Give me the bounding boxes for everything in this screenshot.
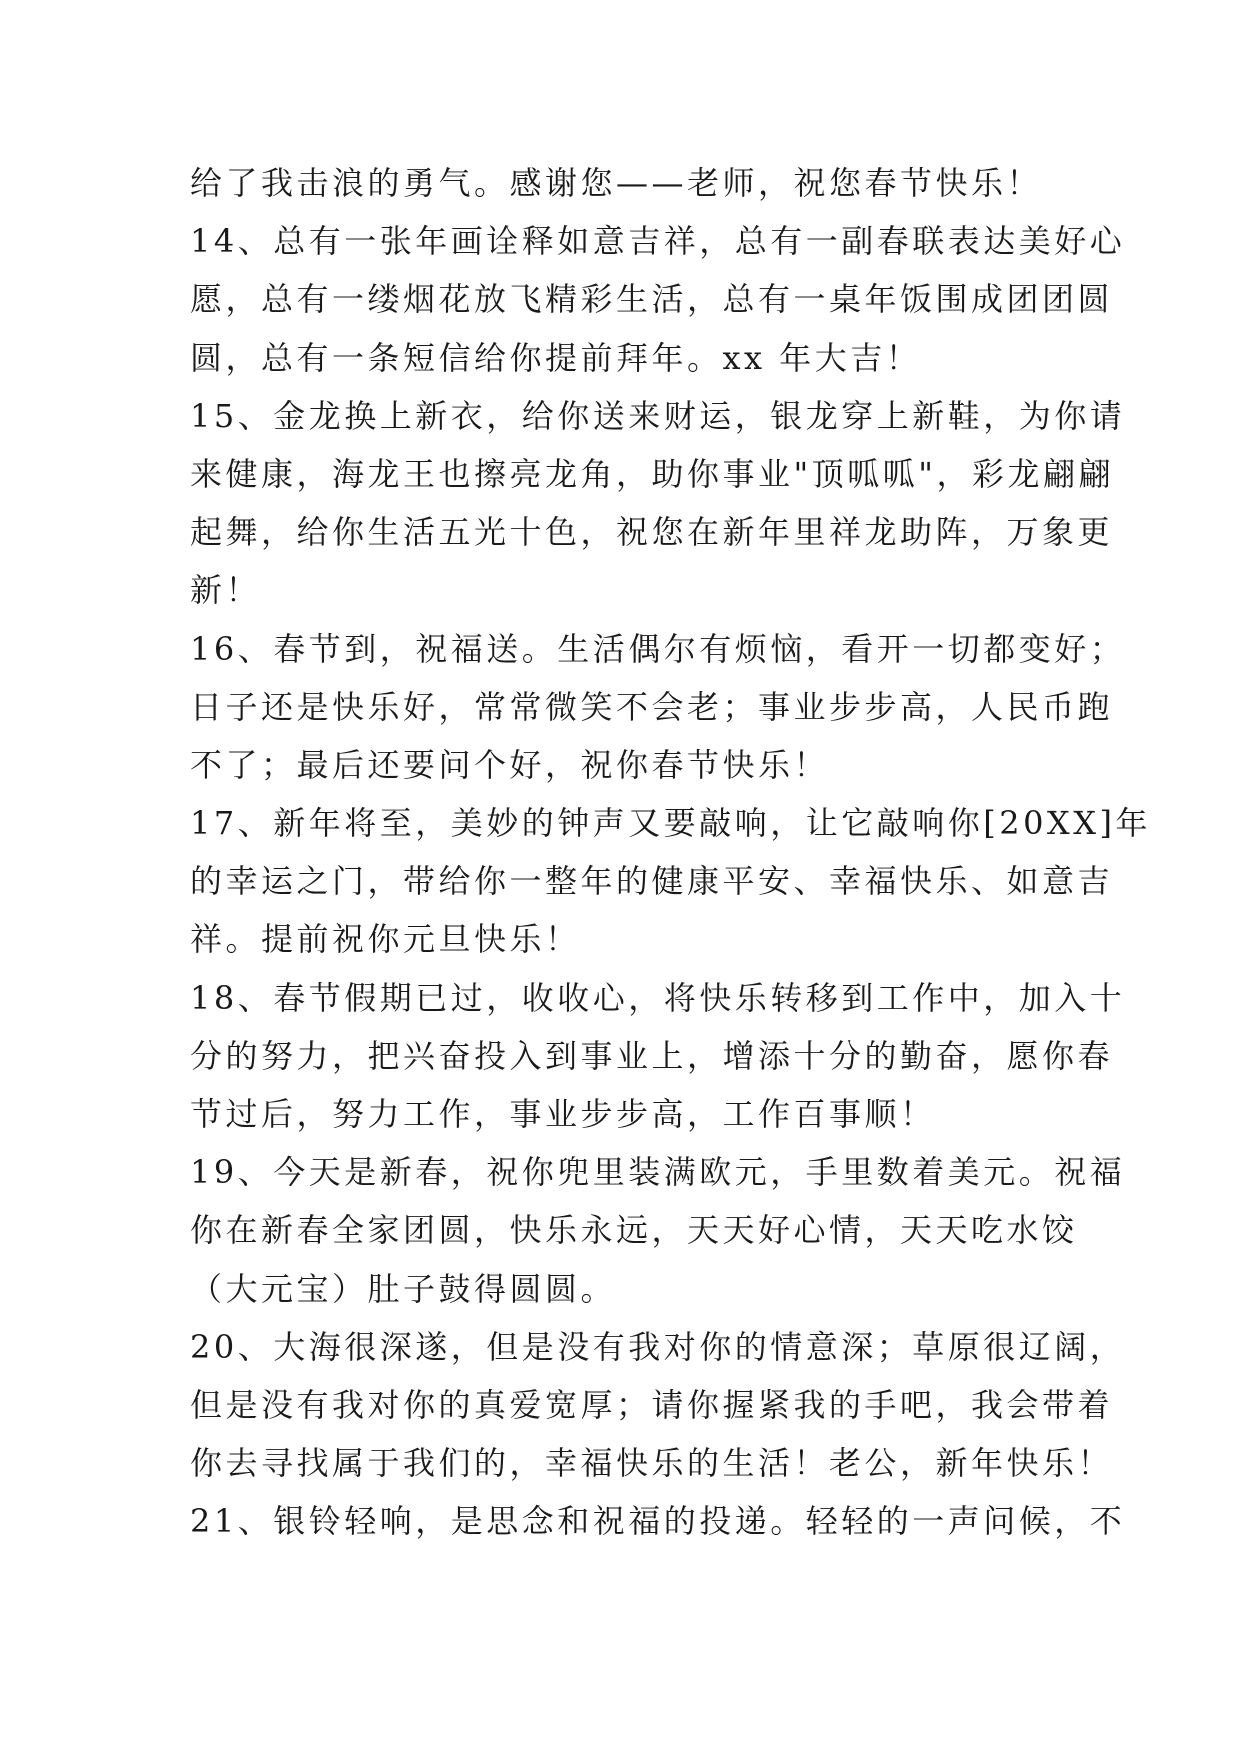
text-line: 的幸运之门，带给你一整年的健康平安、幸福快乐、如意吉 [190,862,1114,901]
text-line: 圆，总有一条短信给你提前拜年。xx 年大吉！ [190,338,922,377]
text-line: 21、银铃轻响，是思念和祝福的投递。轻轻的一声问候，不 [190,1502,1126,1541]
text-line: 你去寻找属于我们的，幸福快乐的生活！老公，新年快乐！ [190,1444,1114,1483]
text-line: 19、今天是新春，祝你兜里装满欧元，手里数着美元。祝福 [190,1153,1126,1192]
text-line: 节过后，努力工作，事业步步高，工作百事顺！ [190,1095,936,1133]
text-line: 分的努力，把兴奋投入到事业上，增添十分的勤奋，愿你春 [190,1036,1114,1075]
body-text [190,154,1151,1551]
text-line: 新！ [190,571,262,610]
text-line: 起舞，给你生活五光十色，祝您在新年里祥龙助阵，万象更 [190,513,1114,552]
text-line: 15、金龙换上新衣，给你送来财运，银龙穿上新鞋，为你请 [190,396,1126,435]
text-line: 但是没有我对你的真爱宽厚；请你握紧我的手吧，我会带着 [190,1385,1114,1424]
text-line: 给了我击浪的勇气。感谢您——老师，祝您春节快乐！ [190,164,1043,202]
text-line: 不了；最后还要问个好，祝你春节快乐！ [190,745,830,784]
text-line: （大元宝）肚子鼓得圆圆。 [190,1269,617,1308]
text-line: 你在新春全家团圆，快乐永远，天天好心情，天天吃水饺 [190,1211,1078,1250]
text-line: 20、大海很深遂，但是没有我对你的情意深；草原很辽阔， [190,1327,1126,1366]
text-line: 愿，总有一缕烟花放飞精彩生活，总有一桌年饭围成团团圆 [190,280,1114,319]
text-line: 来健康，海龙王也擦亮龙角，助你事业"顶呱呱"，彩龙翩翩 [190,454,1114,493]
text-line: 祥。提前祝你元旦快乐！ [190,920,581,959]
text-line: 16、春节到，祝福送。生活偶尔有烦恼，看开一切都变好； [190,629,1126,668]
text-line: 14、总有一张年画诠释如意吉祥，总有一副春联表达美好心 [190,222,1126,261]
text-line: 18、春节假期已过，收收心，将快乐转移到工作中，加入十 [190,978,1126,1017]
text-line: 日子还是快乐好，常常微笑不会老；事业步步高，人民币跑 [190,687,1114,726]
text-line: 17、新年将至，美妙的钟声又要敲响，让它敲响你[20XX]年 [190,804,1151,843]
